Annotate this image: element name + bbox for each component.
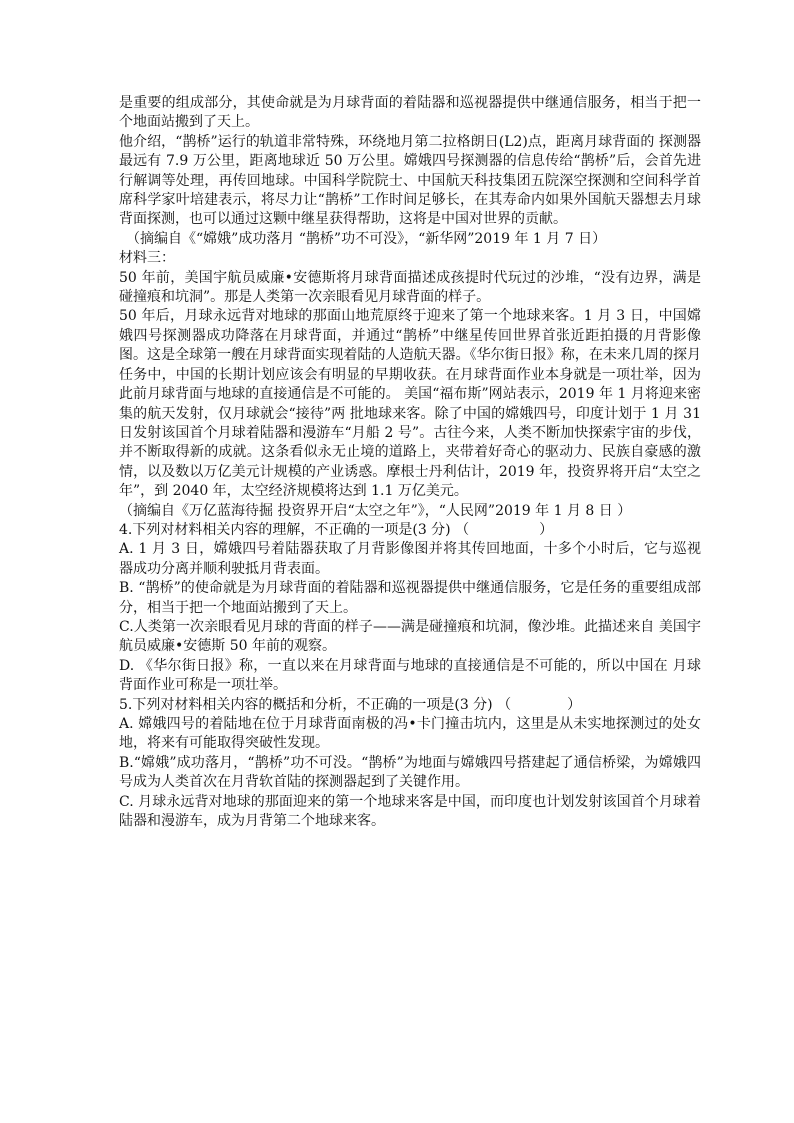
question-4-stem: 4.下列对材料相关内容的理解，不正确的一项是(3 分) （ ） (119, 521, 554, 538)
question-5-option-a: A. 嫦娥四号的着陆地在位于月球背面南极的冯•卡门撞击坑内，这里是从未实地探测过的处女地，将来有可能取得突破性发现。 (119, 716, 701, 752)
paragraph-first-visitor: 50 年后，月球永远背对地球的那面山地荒原终于迎来了第一个地球来客。1 月 3 日，中国嫦娥四号探测器成功降落在月球背面，并通过“鹊桥”中继星传回世界首张近距拍摄的月背影像图。这是全球第一艘在月球背面实现着陆的人造航天器。《华尔街日报》称，在未来几周的探月任务中，中国的长期计划应该会有明显的早期收获。在月球背面作业本身就是一项壮举，因为此前月球背面与地球的直接通信是不可能的。 美国“福布斯”网站表示，2019 年 1 月将迎来密集的航天发射，仅月球就会“接待”两 批地球来客。除了中国的嫦娥四号，印度计划于 1 月 31 日发射该国首个月球着陆器和漫游车“月船 2 号”。古往今来，人类不断加快探索宇宙的步伐，并不断取得新的成就。这条看似永无止境的道路上，夹带着好奇心的驱动力、民族自豪感的激情，以及数以万亿美元计规模的产业诱惑。摩根士丹利估计，2019 年，投资界将开启“太空之年”，到 2040 年，太空经济规模将达到 1.1 万亿美元。 (119, 308, 701, 500)
paragraph-anders-description: 50 年前，美国宇航员威廉•安德斯将月球背面描述成孩提时代玩过的沙堆，“没有边界，满是碰撞痕和坑洞”。那是人类第一次亲眼看见月球背面的样子。 (119, 269, 701, 306)
question-4-option-a: A. 1 月 3 日，嫦娥四号着陆器获取了月背影像图并将其传回地面，十多个小时后，它与巡视器成功分离并顺利驶抵月背表面。 (119, 541, 701, 577)
paragraph-mission-continuation: 是重要的组成部分，其使命就是为月球背面的着陆器和巡视器提供中继通信服务，相当于把一个地面站搬到了天上。 (119, 95, 701, 131)
paragraph-queqiao-orbit: 他介绍，“鹊桥”运行的轨道非常特殊，环绕地月第二拉格朗日(L2)点，距离月球背面的 探测器最远有 7.9 万公里，距离地球近 50 万公里。嫦娥四号探测器的信息传给“鹊桥”后，会首先进行解调等处理，再传回地球。中国科学院院士、中国航天科技集团五院深空探测和空间科学首席科学家叶培建表示，将尽力让“鹊桥”工作时间足够长，在其寿命内如果外国航天器想去月球背面探测，也可以通过这颗中继星获得帮助，这将是中国对世界的贡献。 (119, 133, 701, 228)
question-5-stem: 5.下列对材料相关内容的概括和分析，不正确的一项是(3 分) （ ） (119, 696, 582, 713)
question-5-option-b: B.“嫦娥”成功落月，“鹊桥”功不可没。“鹊桥”为地面与嫦娥四号搭建起了通信桥梁，为嫦娥四号成为人类首次在月背软首陆的探测器起到了关键作用。 (119, 754, 701, 791)
source-citation-people: （摘编自《万亿蓝海待掘 投资界开启“太空之年”》，“人民网”2019 年 1 月 8 日 ） (119, 502, 632, 519)
question-5-option-c: C. 月球永远背对地球的那面迎来的第一个地球来客是中国，而印度也计划发射该国首个月球着陆器和漫游车，成为月背第二个地球来客。 (119, 793, 701, 830)
question-4-option-b: B. “鹊桥”的使命就是为月球背面的着陆器和巡视器提供中继通信服务，它是任务的重要组成部分，相当于把一个地面站搬到了天上。 (119, 580, 701, 616)
question-4-option-c: C.人类第一次亲眼看见月球的背面的样子——满是碰撞痕和坑洞，像沙堆。此描述来自 美国宇航员威廉•安德斯 50 年前的观察。 (119, 618, 701, 655)
source-citation-xinhua: （摘编自《“嫦娥”成功落月 “鹊桥”功不可没》，“新华网”2019 年 1 月 7 日） (126, 230, 607, 247)
question-4-option-d: D. 《华尔街日报》称，一直以来在月球背面与地球的直接通信是不可能的，所以中国在 月球背面作业可称是一项壮举。 (119, 657, 701, 694)
material-three-heading: 材料三： (119, 250, 175, 267)
document-page (119, 94, 701, 831)
